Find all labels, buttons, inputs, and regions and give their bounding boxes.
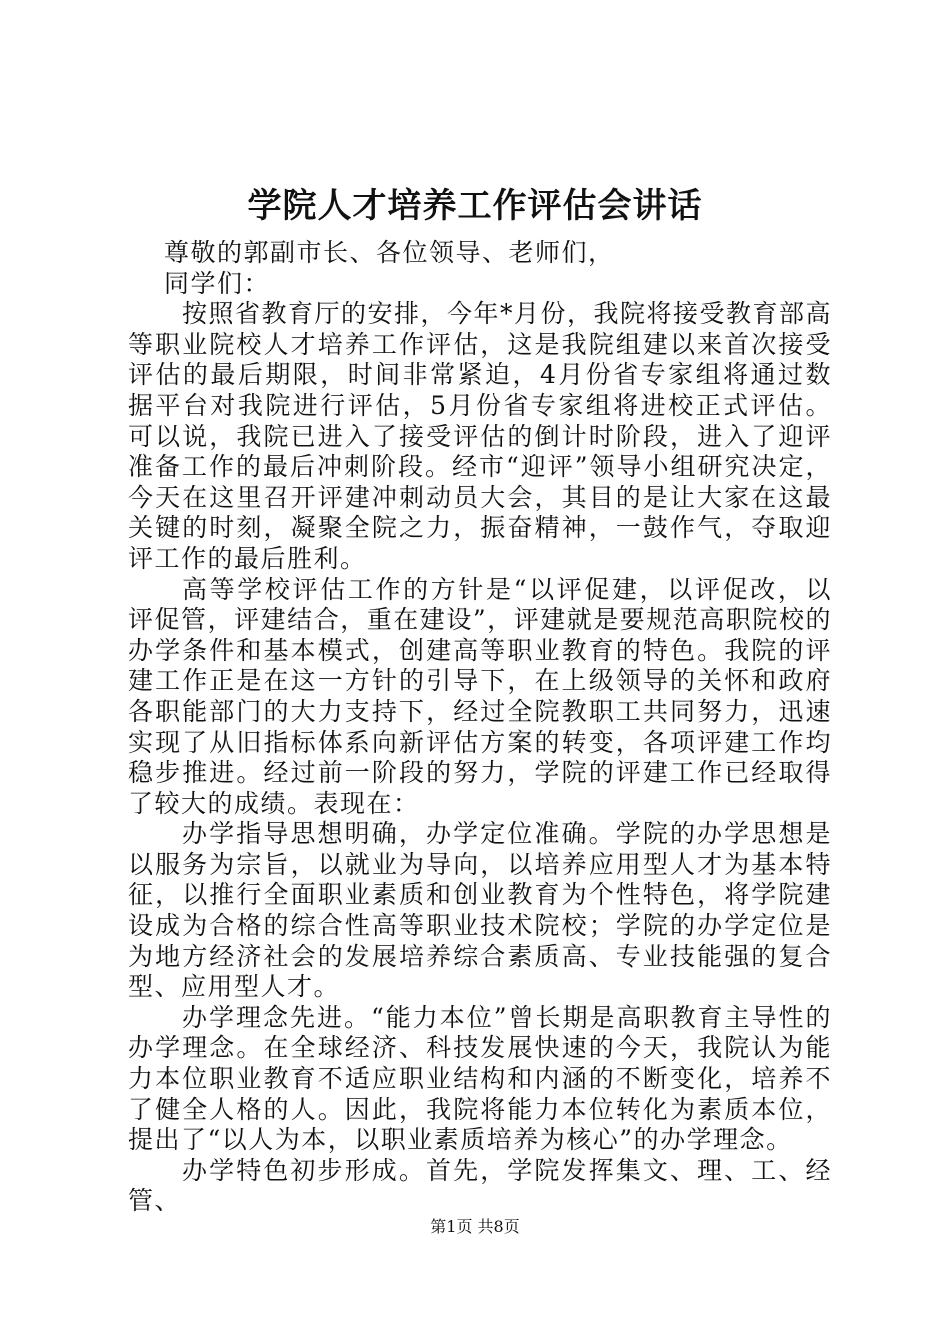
document-title: 学院人才培养工作评估会讲话 xyxy=(247,186,703,226)
salutation-line-1: 尊敬的郭副市长、各位领导、老师们， xyxy=(164,238,615,267)
document-body xyxy=(128,238,832,1217)
salutation-line-2: 同学们： xyxy=(164,268,271,298)
paragraph: 高等学校评估工作的方针是“以评促建，以评促改，以评促管，评建结合，重在建设”，评建就是要规范高职院校的办学条件和基本模式，创建高等职业教育的特色。我院的评建工作正是在这一方针的引导下，在上级领导的关怀和政府各职能部门的大力支持下，经过全院教职工共同努力，迅速实现了从旧指标体系向新评估方案的转变，各项评建工作均稳步推进。经过前一阶段的努力，学院的评建工作已经取得了较大的成绩。表现在： xyxy=(128,574,832,818)
paragraph: 办学理念先进。“能力本位”曾长期是高职教育主导性的办学理念。在全球经济、科技发展快速的今天，我院认为能力本位职业教育不适应职业结构和内涵的不断变化，培养不了健全人格的人。因此，我院将能力本位转化为素质本位，提出了“以人为本，以职业素质培养为核心”的办学理念。 xyxy=(128,1002,832,1155)
paragraph: 按照省教育厅的安排，今年*月份，我院将接受教育部高等职业院校人才培养工作评估，这是我院组建以来首次接受评估的最后期限，时间非常紧迫，4月份省专家组将通过数据平台对我院进行评估，5月份省专家组将进校正式评估。可以说，我院已进入了接受评估的倒计时阶段，进入了迎评准备工作的最后冲刺阶段。经市“迎评”领导小组研究决定，今天在这里召开评建冲刺动员大会，其目的是让大家在这最关键的时刻，凝聚全院之力，振奋精神，一鼓作气，夺取迎评工作的最后胜利。 xyxy=(128,299,833,573)
paragraph: 办学指导思想明确，办学定位准确。学院的办学思想是以服务为宗旨，以就业为导向，以培养应用型人才为基本特征，以推行全面职业素质和创业教育为个性特色，将学院建设成为合格的综合性高等职业技术院校；学院的办学定位是为地方经济社会的发展培养综合素质高、专业技能强的复合型、应用型人才。 xyxy=(128,819,832,1002)
page-number-footer: 第1页 共8页 xyxy=(430,1217,520,1236)
paragraph: 办学特色初步形成。首先，学院发挥集文、理、工、经管、 xyxy=(128,1155,832,1216)
